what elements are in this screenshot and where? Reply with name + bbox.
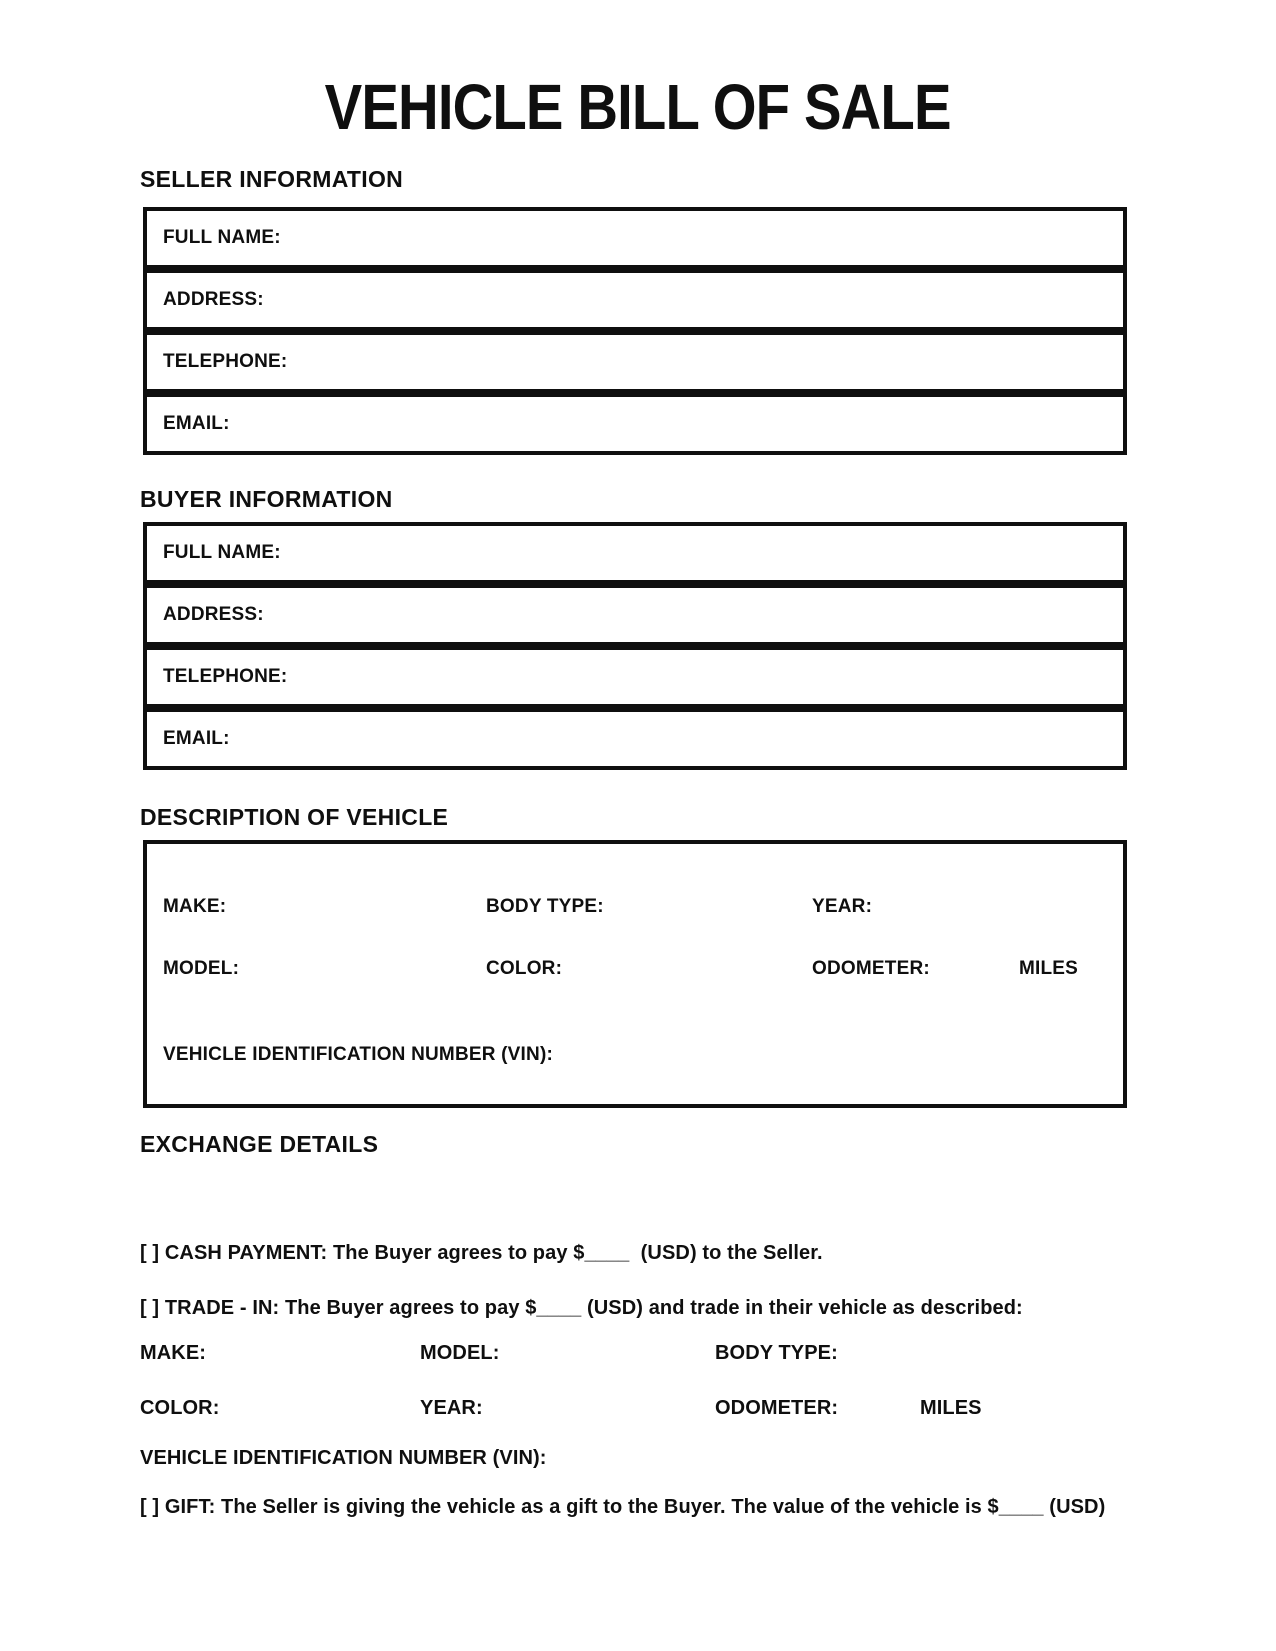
buyer-telephone-row[interactable] bbox=[143, 646, 1127, 708]
trade-in-label: TRADE - IN: bbox=[164, 1297, 280, 1319]
seller-address-row[interactable] bbox=[143, 269, 1127, 331]
gift-checkbox[interactable]: [ ] bbox=[140, 1496, 160, 1518]
exchange-section-heading: EXCHANGE DETAILS bbox=[140, 1131, 379, 1157]
vehicle-miles-label: MILES bbox=[1019, 958, 1079, 979]
trade-odometer-label: ODOMETER: bbox=[715, 1397, 839, 1419]
trade-vehicle-row-2 bbox=[0, 1397, 1276, 1423]
buyer-email-label: EMAIL: bbox=[163, 728, 230, 749]
vehicle-description-box[interactable] bbox=[143, 840, 1127, 1108]
buyer-email-input-area[interactable] bbox=[230, 712, 1123, 766]
buyer-full-name-input-area[interactable] bbox=[281, 526, 1123, 580]
trade-body-type-label: BODY TYPE: bbox=[715, 1342, 838, 1364]
seller-full-name-input-area[interactable] bbox=[281, 211, 1123, 265]
vehicle-vin-label: VEHICLE IDENTIFICATION NUMBER (VIN): bbox=[163, 1044, 554, 1065]
trade-vin-label: VEHICLE IDENTIFICATION NUMBER (VIN): bbox=[140, 1447, 547, 1469]
trade-miles-label: MILES bbox=[920, 1397, 982, 1419]
trade-make-label: MAKE: bbox=[140, 1342, 207, 1364]
trade-color-label: COLOR: bbox=[140, 1397, 220, 1419]
buyer-telephone-input-area[interactable] bbox=[287, 650, 1123, 704]
vehicle-make-label: MAKE: bbox=[163, 896, 227, 917]
seller-telephone-label: TELEPHONE: bbox=[163, 351, 288, 372]
buyer-full-name-label: FULL NAME: bbox=[163, 542, 281, 563]
seller-address-label: ADDRESS: bbox=[163, 289, 264, 310]
gift-line bbox=[140, 1496, 1105, 1519]
seller-full-name-label: FULL NAME: bbox=[163, 227, 281, 248]
cash-payment-checkbox[interactable]: [ ] bbox=[140, 1242, 160, 1264]
seller-telephone-input-area[interactable] bbox=[287, 335, 1123, 389]
seller-address-input-area[interactable] bbox=[264, 273, 1123, 327]
gift-label: GIFT: bbox=[164, 1496, 216, 1518]
vehicle-body-type-label: BODY TYPE: bbox=[486, 896, 604, 917]
vehicle-model-label: MODEL: bbox=[163, 958, 240, 979]
seller-telephone-row[interactable] bbox=[143, 331, 1127, 393]
gift-text: The Seller is giving the vehicle as a gift to the Buyer. The value of the vehicle is $____ (USD) bbox=[221, 1496, 1106, 1518]
vehicle-color-label: COLOR: bbox=[486, 958, 563, 979]
seller-email-input-area[interactable] bbox=[230, 397, 1123, 451]
trade-vehicle-row-1 bbox=[0, 1342, 1276, 1368]
document-title-text: VEHICLE BILL OF SALE bbox=[325, 71, 951, 143]
cash-payment-label: CASH PAYMENT: bbox=[164, 1242, 328, 1264]
cash-payment-line bbox=[140, 1242, 823, 1265]
buyer-address-input-area[interactable] bbox=[264, 588, 1123, 642]
trade-in-text: The Buyer agrees to pay $____ (USD) and trade in their vehicle as described: bbox=[284, 1297, 1023, 1319]
buyer-fields-box bbox=[143, 522, 1127, 770]
seller-email-label: EMAIL: bbox=[163, 413, 230, 434]
seller-section-heading: SELLER INFORMATION bbox=[140, 166, 404, 192]
buyer-address-row[interactable] bbox=[143, 584, 1127, 646]
seller-fields-box bbox=[143, 207, 1127, 455]
buyer-address-label: ADDRESS: bbox=[163, 604, 264, 625]
buyer-email-row[interactable] bbox=[143, 708, 1127, 770]
vehicle-year-label: YEAR: bbox=[812, 896, 873, 917]
cash-payment-text: The Buyer agrees to pay $____ (USD) to the Seller. bbox=[332, 1242, 823, 1264]
buyer-full-name-row[interactable] bbox=[143, 522, 1127, 584]
vehicle-section-heading: DESCRIPTION OF VEHICLE bbox=[140, 804, 449, 830]
buyer-telephone-label: TELEPHONE: bbox=[163, 666, 288, 687]
trade-model-label: MODEL: bbox=[420, 1342, 500, 1364]
trade-in-checkbox[interactable]: [ ] bbox=[140, 1297, 160, 1319]
vehicle-odometer-label: ODOMETER: bbox=[812, 958, 930, 979]
buyer-section-heading: BUYER INFORMATION bbox=[140, 486, 393, 512]
seller-full-name-row[interactable] bbox=[143, 207, 1127, 269]
trade-in-line bbox=[140, 1297, 1023, 1320]
trade-year-label: YEAR: bbox=[420, 1397, 483, 1419]
document-title bbox=[0, 70, 1276, 144]
seller-email-row[interactable] bbox=[143, 393, 1127, 455]
